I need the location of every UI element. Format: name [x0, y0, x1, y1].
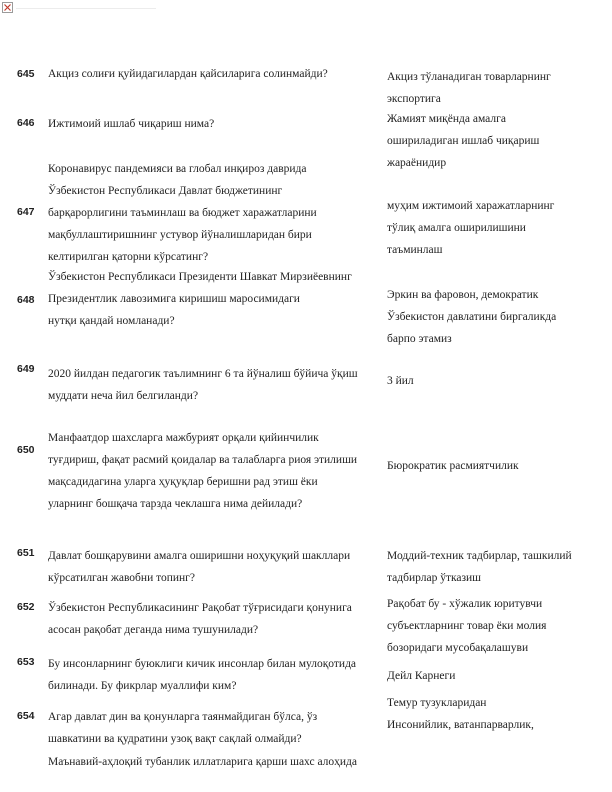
answer-text: Темур тузукларидан Инсонийлик, ватанпарварлик,: [387, 697, 534, 731]
question-text: Ижтимоий ишлаб чиқариш нима?: [48, 118, 215, 130]
close-x-icon: [4, 4, 11, 11]
answer-text: Акциз тўланадиган товарларнинг экспортига: [387, 71, 551, 105]
answer-text: Жамият миқёнда амалга ошириладиган ишлаб чиқариш жараёнидир: [387, 113, 540, 169]
question-text: Коронавирус пандемияси ва глобал инқироз даврида Ўзбекистон Республикаси Давлат бюджетининг барқарорлигини таъминлаш ва бюджет харажатларини мақбуллаштиришнинг устувор йўналишларидан бири келтирилган қаторни кўрсатинг?: [48, 163, 317, 263]
question-text: Бу инсонларнинг буюклиги кичик инсонлар билан мулоқотида билинади. Бу фикрлар муаллифи ким?: [48, 658, 357, 692]
answer-text: Эркин ва фаровон, демократик Ўзбекистон давлатини биргаликда барпо этамиз: [387, 289, 557, 345]
answer-text: 3 йил: [387, 375, 414, 387]
question-text: Манфаатдор шахсларга мажбурият орқали қийинчилик туғдириш, фақат расмий қоидалар ва талабларга риоя этилиши мақсадидагина уларга ҳуқуқлар беришни рад этиш ёки уларнинг бошқача тарзда чеклашга нима дейилади?: [48, 432, 358, 510]
header-divider: [16, 8, 156, 9]
question-number: 649: [17, 363, 35, 375]
question-text: Ўзбекистон Республикаси Президенти Шавкат Мирзиёевнинг Президентлик лавозимига киришиш маросимидаги нутқи қандай номланади?: [48, 271, 352, 327]
question-text: Акциз солиғи қуйидагилардан қайсиларига солинмайди?: [48, 68, 328, 80]
question-number: 653: [17, 656, 35, 668]
answer-text: Дейл Карнеги: [387, 670, 456, 682]
answer-text: Моддий-техник тадбирлар, ташкилий тадбирлар ўтказиш: [387, 550, 572, 584]
question-text: Ўзбекистон Республикасининг Рақобат тўғрисидаги қонунига асосан рақобат деганда нима тушунилади?: [48, 602, 352, 636]
question-number: 648: [17, 294, 35, 306]
question-text: Маънавий-аҳлоқий тубанлик иллатларига қарши шахс алоҳида: [48, 756, 358, 768]
question-text: 2020 йилдан педагогик таълимнинг 6 та йўналиш бўйича ўқиш муддати неча йил белгиланди?: [48, 368, 358, 402]
question-number: 645: [17, 68, 35, 80]
question-number: 652: [17, 601, 35, 613]
answer-text: муҳим ижтимоий харажатларнинг тўлиқ амалга оширилишини таъминлаш: [387, 200, 555, 256]
answer-text: Рақобат бу - хўжалик юритувчи субъектларнинг товар ёки молия бозоридаги мусобақалашуви: [387, 598, 547, 654]
close-button[interactable]: [2, 2, 13, 13]
answer-text: Бюрократик расмиятчилик: [387, 460, 519, 472]
question-number: 647: [17, 206, 35, 218]
question-text: Агар давлат дин ва қонунларга таянмайдиган бўлса, ўз шавкатини ва қудратини узоқ вақт сақлай олмайди?: [48, 711, 318, 745]
question-text: Давлат бошқарувини амалга оширишни ноҳуқуқий шакллари кўрсатилган жавобни топинг?: [48, 550, 351, 584]
question-number: 646: [17, 117, 35, 129]
question-number: 650: [17, 444, 35, 456]
question-number: 654: [17, 710, 35, 722]
question-number: 651: [17, 547, 35, 559]
